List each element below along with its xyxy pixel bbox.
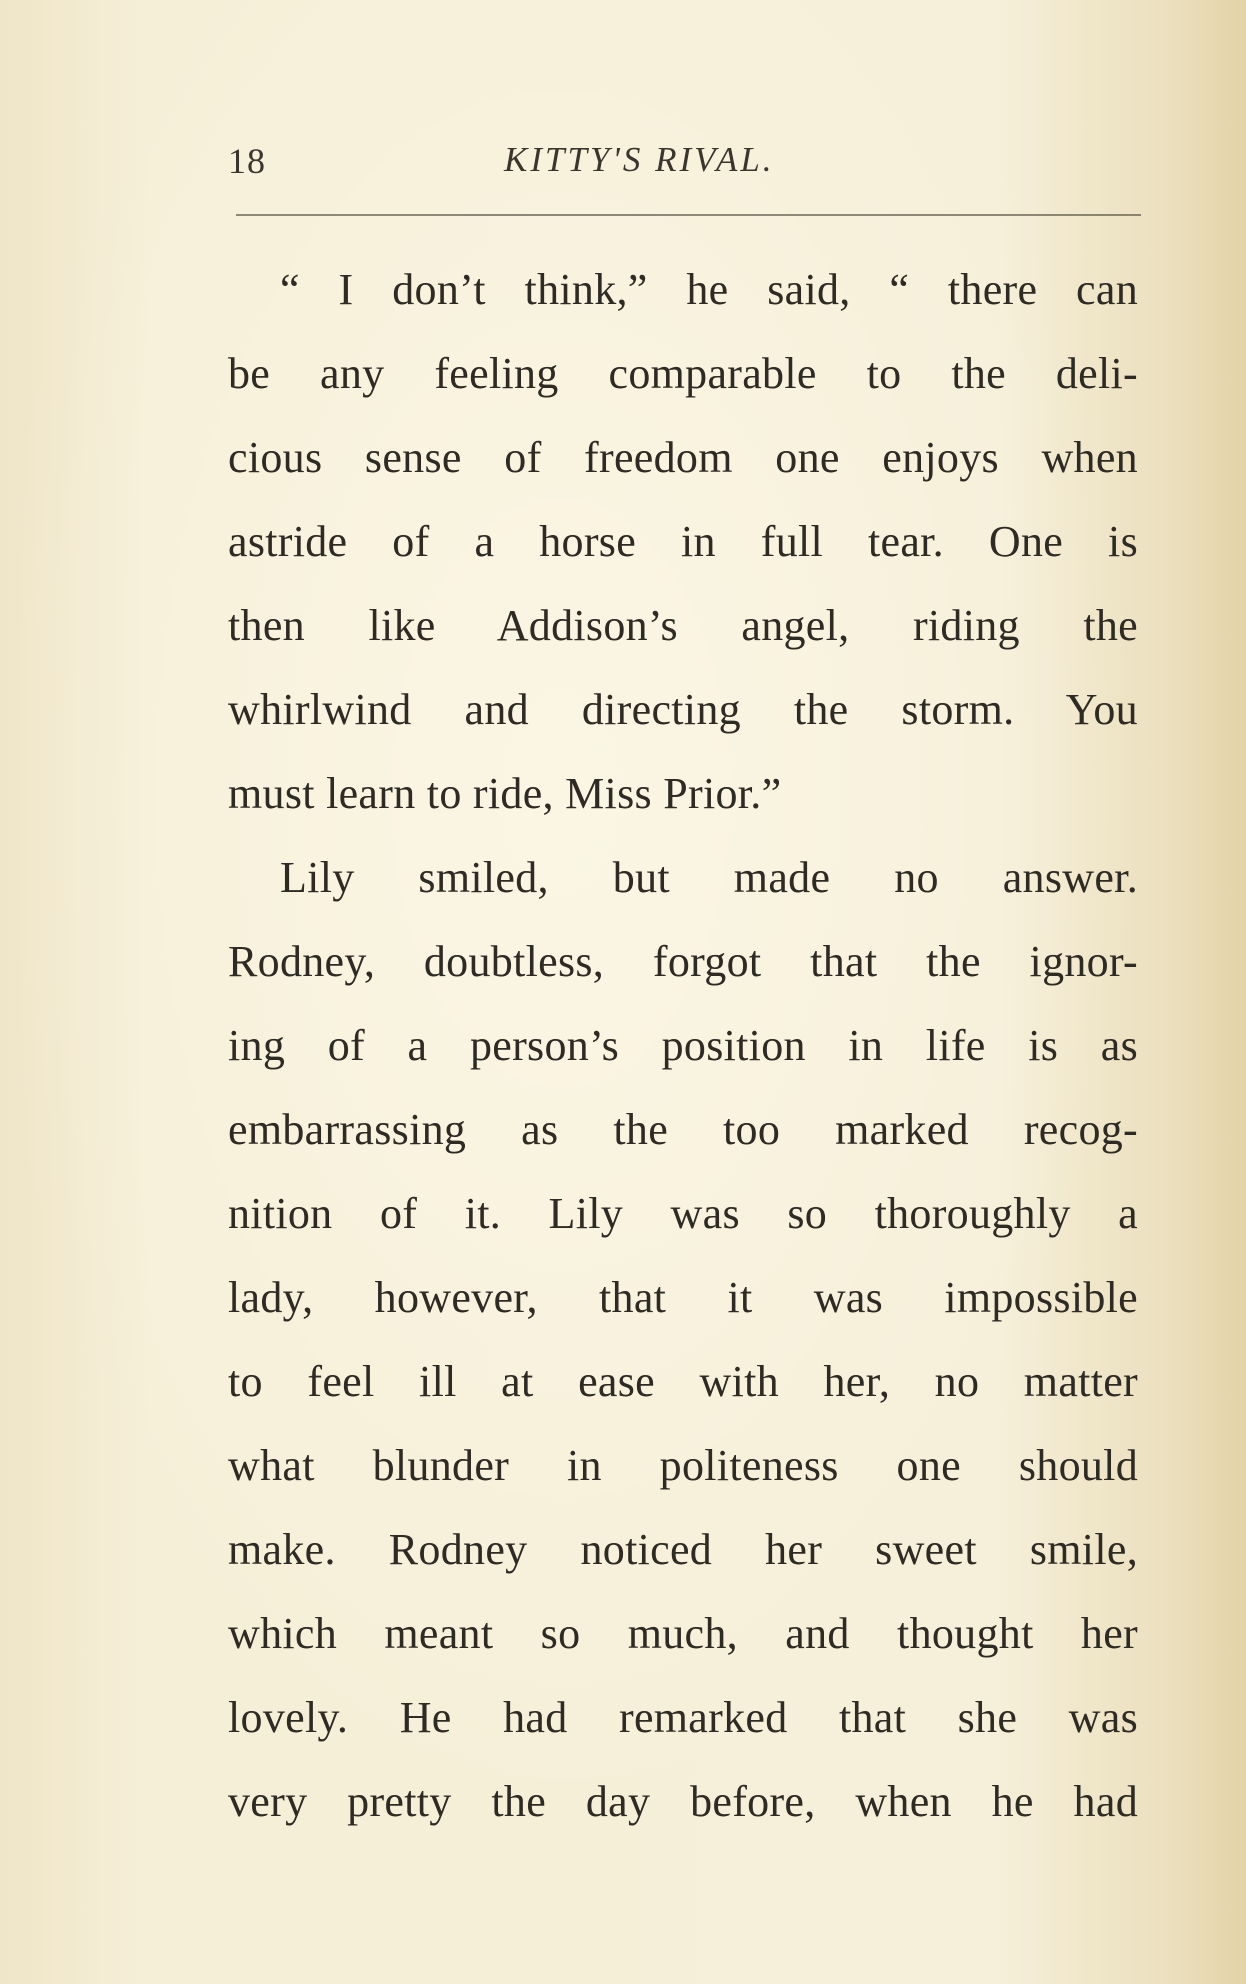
- text-line: whirlwind and directing the storm. You: [228, 685, 1138, 734]
- page-header: [228, 140, 1143, 200]
- page-number: 18: [228, 141, 266, 181]
- text-line: Lily smiled, but made no answer.: [280, 853, 1138, 902]
- text-line: nition of it. Lily was so thoroughly a: [228, 1189, 1138, 1238]
- text-line: then like Addison’s angel, riding the: [228, 601, 1138, 650]
- text-line: cious sense of freedom one enjoys when: [228, 433, 1138, 482]
- text-line: lovely. He had remarked that she was: [228, 1693, 1138, 1742]
- text-line: be any feeling comparable to the deli-: [228, 349, 1138, 398]
- running-title: KITTY'S RIVAL.: [504, 140, 775, 179]
- text-line: ing of a person’s position in life is as: [228, 1021, 1138, 1070]
- text-line: “ I don’t think,” he said, “ there can: [280, 265, 1138, 314]
- header-rule: [236, 214, 1141, 216]
- text-line: very pretty the day before, when he had: [228, 1777, 1138, 1826]
- text-line: lady, however, that it was impossible: [228, 1273, 1138, 1322]
- text-line: what blunder in politeness one should: [228, 1441, 1138, 1490]
- text-line: astride of a horse in full tear. One is: [228, 517, 1138, 566]
- body-text: [228, 248, 1138, 1844]
- text-line: Rodney, doubtless, forgot that the ignor-: [228, 937, 1138, 986]
- text-line: must learn to ride, Miss Prior.”: [228, 769, 782, 818]
- text-line: to feel ill at ease with her, no matter: [228, 1357, 1138, 1406]
- text-line: make. Rodney noticed her sweet smile,: [228, 1525, 1138, 1574]
- text-line: which meant so much, and thought her: [228, 1609, 1138, 1658]
- text-line: embarrassing as the too marked recog-: [228, 1105, 1138, 1154]
